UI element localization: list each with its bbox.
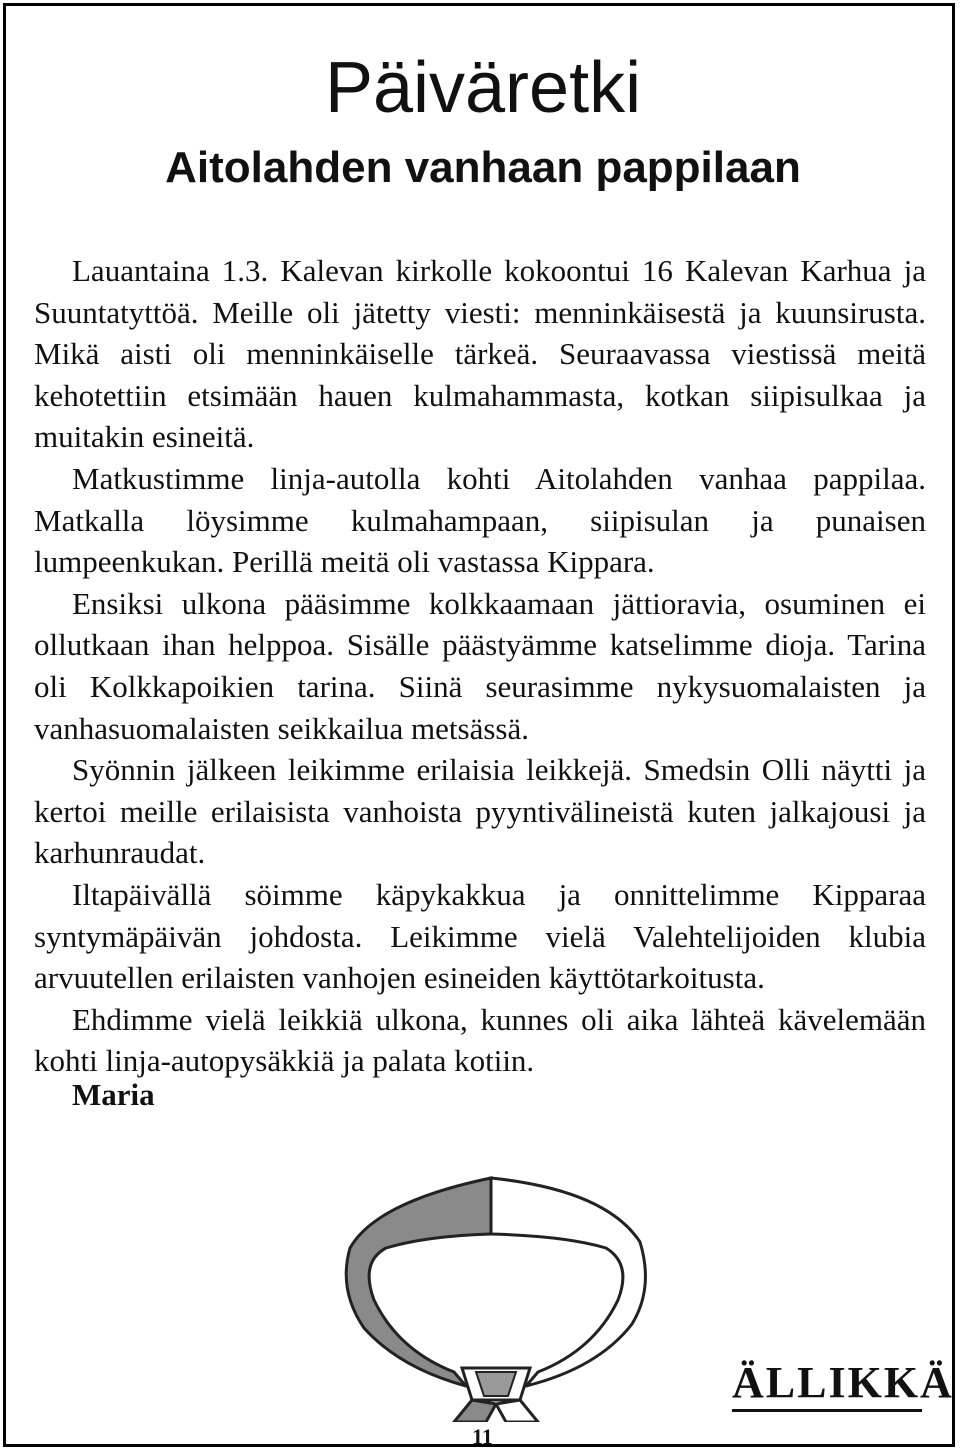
paragraph: Iltapäivällä söimme käpykakkua ja onnittelimme Kipparaa syntymäpäivän johdosta. Leikimme vielä Valehtelijoiden klubia arvuutellen erilaisten vanhojen esineiden käyttötarkoitusta.: [34, 876, 926, 996]
magazine-logo: ÄLLIKKÄ: [732, 1358, 954, 1407]
scout-scarf-illustration: [336, 1172, 656, 1422]
paragraph: Syönnin jälkeen leikimme erilaisia leikkejä. Smedsin Olli näytti ja kertoi meille erilaisista vanhoista pyyntivälineistä kuten jalkajousi ja karhunraudat.: [34, 752, 926, 871]
paragraph: Matkustimme linja-autolla kohti Aitolahden vanhaa pappilaa. Matkalla löysimme kulmahampaan, siipisulan ja punaisen lumpeenkukan. Perillä meitä oli vastassa Kippara.: [34, 460, 926, 580]
page-title: Päiväretki: [324, 48, 642, 128]
logo-underline: [732, 1409, 922, 1412]
paragraph: Ehdimme vielä leikkiä ulkona, kunnes oli aika lähteä kävelemään kohti linja-autopysäkkiä ja palata kotiin.: [34, 1001, 926, 1079]
paragraph: Ensiksi ulkona pääsimme kolkkaamaan jättioravia, osuminen ei ollutkaan ihan helppoa. Sisälle päästyämme katselimme dioja. Tarina oli Kolkkapoikien tarina. Siinä seurasimme nykysuomalaisten ja vanhasuomalaisten seikkailua metsässä.: [34, 585, 926, 746]
page-number: 11: [472, 1424, 493, 1449]
paragraph: Lauantaina 1.3. Kalevan kirkolle kokoontui 16 Kalevan Karhua ja Suuntatyttöä. Meille oli jätetty viesti: menninkäisestä ja kuunsirusta. Mikä aisti oli menninkäiselle tärkeä. Seuraavassa viestissä meitä kehotettiin etsimään hauen kulmahammasta, kotkan siipisulkaa ja muitakin esineitä.: [34, 253, 926, 455]
article-body: [34, 250, 926, 1082]
author-signature: Maria: [72, 1077, 155, 1112]
page-subtitle: Aitolahden vanhaan pappilaan: [165, 143, 801, 192]
